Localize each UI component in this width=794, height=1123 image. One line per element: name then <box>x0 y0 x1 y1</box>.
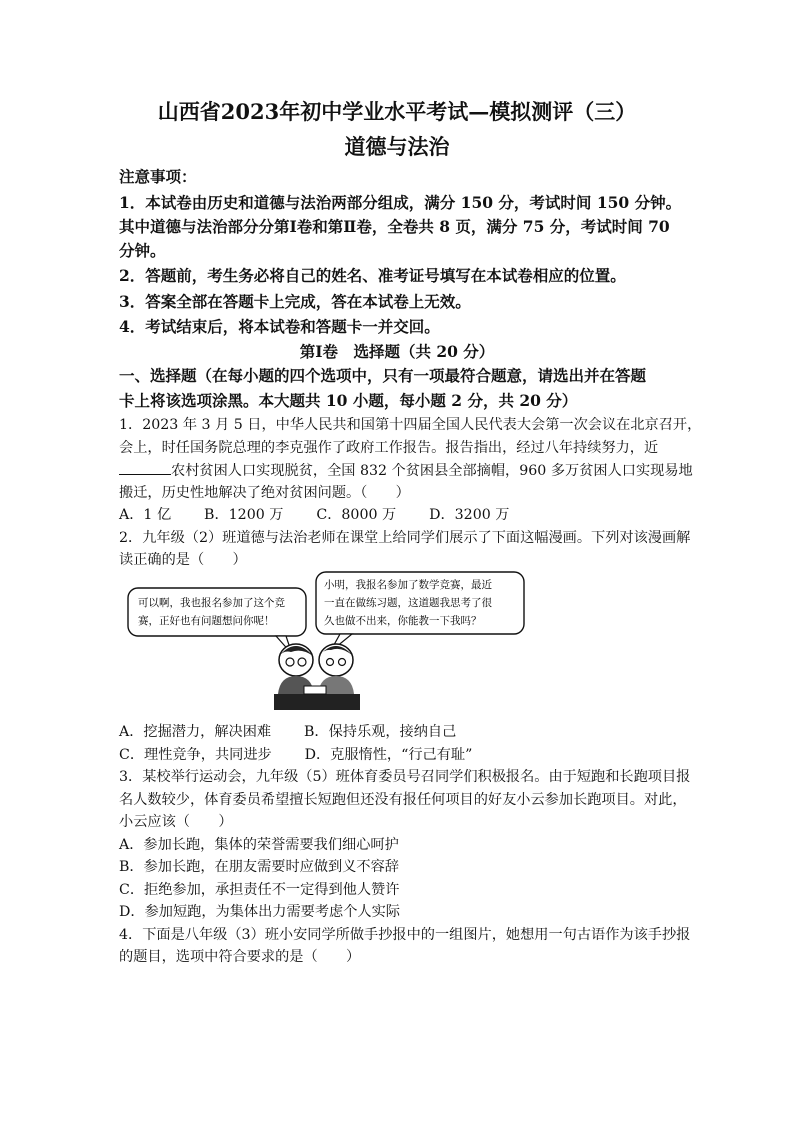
question-1-options: A．1 亿 B．1200 万 C．8000 万 D．3200 万 <box>119 507 510 523</box>
right-bubble-line-1: 小明，我报名参加了数学竞赛，最近 <box>324 579 492 591</box>
notice-item-4: 4．考试结束后，将本试卷和答题卡一并交回。 <box>119 317 440 336</box>
section-heading: 第Ⅰ卷 选择题（共 20 分） <box>299 342 495 361</box>
left-speech-bubble <box>128 588 306 654</box>
question-3-line-2: 名人数较少，体育委员希望擅长短跑但还没有报任何项目的好友小云参加长跑项目。对此， <box>119 792 687 808</box>
left-bubble-line-1: 可以啊，我也报名参加了这个竞 <box>138 597 285 609</box>
subject-title: 道德与法治 <box>344 134 450 159</box>
question-1-line-4: 搬迁，历史性地解决了绝对贫困问题。（ ） <box>119 485 410 501</box>
notice-item-1-line-1: 1．本试卷由历史和道德与法治两部分组成，满分 150 分，考试时间 150 分钟。 <box>119 193 682 212</box>
notice-item-3: 3．答案全部在答题卡上完成，答在本试卷上无效。 <box>119 292 471 311</box>
question-3-option-b: B．参加长跑，在朋友需要时应做到义不容辞 <box>119 859 399 875</box>
answer-blank <box>119 460 171 475</box>
question-3-line-1: 3．某校举行运动会，九年级（5）班体育委员号召同学们积极报名。由于短跑和长跑项目报 <box>119 769 691 785</box>
question-4-line-1: 4．下面是八年级（3）班小安同学所做手抄报中的一组图片，她想用一句古语作为该手抄报 <box>119 927 691 943</box>
question-2-line-1: 2．九年级（2）班道德与法治老师在课堂上给同学们展示了下面这幅漫画。下列对该漫画解 <box>119 530 691 546</box>
left-bubble-line-2: 赛，正好也有问题想问你呢！ <box>138 615 275 627</box>
question-3-option-c: C．拒绝参加，承担责任不一定得到他人赞许 <box>119 882 400 898</box>
exam-title: 山西省2023年初中学业水平考试—模拟测评（三） <box>157 99 637 124</box>
question-1-line-1: 1．2023 年 3 月 5 日，中华人民共和国第十四届全国人民代表大会第一次会议在北京召开， <box>119 417 702 433</box>
question-3-line-3: 小云应该（ ） <box>119 814 233 830</box>
question-3-option-d: D．参加短跑，为集体出力需要考虑个人实际 <box>119 904 400 920</box>
question-3-option-a: A．参加长跑，集体的荣誉需要我们细心呵护 <box>119 837 399 853</box>
notice-item-1-line-2: 其中道德与法治部分分第Ⅰ卷和第Ⅱ卷，全卷共 8 页，满分 75 分，考试时间 70 <box>119 217 670 236</box>
question-2-options-line-2: C．理性竞争，共同进步 D．克服惰性，“行己有耻” <box>119 747 473 763</box>
question-1-line-3 <box>119 460 693 480</box>
section-instruction-line-1: 一、选择题（在每小题的四个选项中，只有一项最符合题意，请选出并在答题 <box>119 366 647 385</box>
notice-item-2: 2．答题前，考生务必将自己的姓名、准考证号填写在本试卷相应的位置。 <box>119 266 626 285</box>
notice-item-1-line-3: 分钟。 <box>119 241 166 260</box>
question-1-line-2: 会上，时任国务院总理的李克强作了政府工作报告。报告指出，经过八年持续努力，近 <box>119 440 659 456</box>
right-bubble-line-3: 久也做不出来，你能教一下我吗？ <box>324 615 482 627</box>
section-instruction-line-2: 卡上将该选项涂黑。本大题共 10 小题，每小题 2 分，共 20 分） <box>119 391 578 410</box>
notice-heading: 注意事项： <box>119 167 197 186</box>
comic-cartoon <box>126 570 526 715</box>
right-speech-bubble <box>316 572 524 652</box>
question-2-options-line-1: A．挖掘潜力，解决困难 B．保持乐观，接纳自己 <box>119 724 457 740</box>
two-students-illustration <box>274 644 360 710</box>
question-1-line-3-text: 农村贫困人口实现脱贫，全国 832 个贫困县全部摘帽，960 多万贫困人口实现易地 <box>171 463 693 479</box>
question-2-line-2: 读正确的是（ ） <box>119 552 247 568</box>
question-4-line-2: 的题目，选项中符合要求的是（ ） <box>119 949 361 965</box>
right-bubble-line-2: 一直在做练习题，这道题我思考了很 <box>324 597 492 609</box>
